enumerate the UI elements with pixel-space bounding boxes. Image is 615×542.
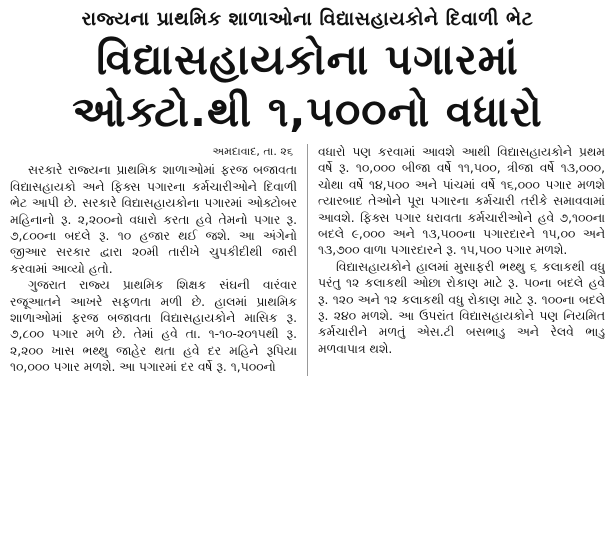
main-headline-line-1: વિદ્યાસહાયકોના પગારમાં (96, 35, 519, 84)
dateline: અમદાવાદ, તા. ૨૬ (212, 145, 293, 158)
column-divider (307, 144, 308, 376)
paragraph: વિદ્યાસહાયકોને હાલમાં મુસાફરી ભથ્થુ ૬ કલાકથી વધુ પરંતુ ૧૨ કલાકથી ઓછા રોકાણ માટે રૂ. ૫૦ના બદલે હવે રૂ. ૧૨૦ અને ૧૨ કલાકથી વધુ રોકાણ માટે રૂ. ૧૦૦ના બદલે રૂ. ૨૪૦ મળશે. આ ઉપરાંત વિદ્યાસહાયકોને પણ નિયમિત કર્મચારીને મળતું એસ.ટી બસભાડુ અને રેલવે ભાડુ મળવાપાત્ર થશે. (318, 259, 605, 356)
paragraph: ગુજરાત રાજ્ય પ્રાથમિક શિક્ષક સંઘની વારંવાર રજૂઆતને આખરે સફળતા મળી છે. હાલમાં પ્રાથમિક શાળાઓમાં ફરજ બજાવતા વિદ્યાસહાયકોને માસિક રૂ. ૭,૮૦૦ પગાર મળે છે. તેમાં હવે તા. ૧-૧૦-૨૦૧૫થી રૂ. ૨,૨૦૦ ખાસ ભથ્થુ જાહેર થતા હવે દર મહિને રૂપિયા ૧૦,૦૦૦ પગાર મળશે. આ પગારમાં દર વર્ષે રૂ. ૧,૫૦૦નો (10, 278, 297, 375)
paragraph: સરકારે રાજ્યના પ્રાથમિક શાળાઓમાં ફરજ બજાવતા વિદ્યાસહાયકો અને ફિક્સ પગારના કર્મચારીઓને દિવાળી ભેટ આપી છે. સરકારે વિદ્યાસહાયકોના પગારમાં ઓક્ટોબર મહિનાનો રૂ. ૨,૨૦૦નો વધારો કરતા હવે તેમનો પગાર રૂ. ૭,૮૦૦ના બદલે રૂ. ૧૦ હજાર થઈ જશે. આ અંગેનો જીઆર સરકાર દ્વારા ૨૦મી તારીખે ચુપકીદીથી જારી કરવામાં આવ્યો હતો. (10, 163, 297, 276)
paragraph: વધારો પણ કરવામાં આવશે આથી વિદ્યાસહાયકોને પ્રથમ વર્ષે રૂ. ૧૦,૦૦૦ બીજા વર્ષે ૧૧,૫૦૦, ત્રીજા વર્ષે ૧૩,૦૦૦, ચોથા વર્ષે ૧૪,૫૦૦ અને પાંચમાં વર્ષે ૧૬,૦૦૦ પગાર મળશે ત્યારબાદ તેઓને પૂરા પગારના કર્મચારી તરીકે સમાવવામાં આવશે. ફિક્સ પગાર ધરાવતા કર્મચારીઓને હવે ૭,૧૦૦ના બદલે ૯,૦૦૦ અને ૧૩,૫૦૦ના પગારદારને ૧૫,૦૦ અને ૧૩,૭૦૦ વાળા પગારદારને રૂ. ૧૫,૫૦૦ પગાર મળશે. (318, 145, 605, 258)
main-headline-line-2: ઓક્ટો.થી ૧,૫૦૦નો વધારો (72, 87, 543, 136)
column-left (10, 144, 297, 376)
column-right (318, 144, 605, 376)
article-body (10, 144, 605, 376)
kicker-headline: રાજ્યના પ્રાથમિક શાળાઓના વિદ્યાસહાયકોને દિવાળી ભેટ (81, 8, 534, 30)
